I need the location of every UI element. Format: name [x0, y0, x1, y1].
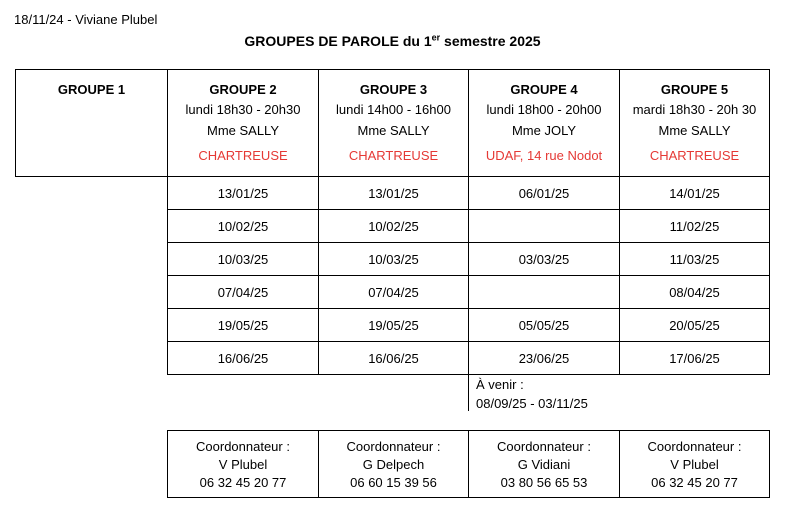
coordinator-name: G Delpech — [362, 457, 425, 472]
coordinator-label: Coordonnateur : — [196, 439, 290, 454]
date-cell: 10/02/25 — [318, 210, 468, 243]
group-header-3 — [318, 69, 468, 177]
coordinator-cell-2 — [167, 430, 318, 498]
date-cell: 05/05/25 — [468, 309, 619, 342]
upcoming-values: 08/09/25 - 03/11/25 — [476, 396, 588, 411]
date-cell: 14/01/25 — [619, 177, 770, 210]
date-cell: 10/03/25 — [318, 243, 468, 276]
coordinator-label: Coordonnateur : — [346, 439, 441, 454]
date-cell: 19/05/25 — [318, 309, 468, 342]
group-location: UDAF, 14 rue Nodot — [485, 148, 603, 163]
group-header-2 — [167, 69, 318, 177]
coordinator-phone: 06 32 45 20 77 — [199, 475, 287, 490]
group-location: CHARTREUSE — [348, 148, 439, 163]
group-leader: Mme SALLY — [658, 123, 731, 138]
group-time: lundi 18h00 - 20h00 — [486, 102, 602, 117]
group-name: GROUPE 1 — [57, 82, 126, 97]
coordinator-label: Coordonnateur : — [497, 439, 591, 454]
group-header-4 — [468, 69, 619, 177]
group-leader: Mme SALLY — [206, 123, 279, 138]
date-cell: 11/02/25 — [619, 210, 770, 243]
group-leader: Mme JOLY — [511, 123, 577, 138]
page-title: GROUPES DE PAROLE du 1er semestre 2025 — [244, 32, 541, 49]
upcoming-dates — [476, 375, 588, 413]
group-time: mardi 18h30 - 20h 30 — [632, 102, 757, 117]
date-cell: 10/03/25 — [167, 243, 318, 276]
coordinator-name: G Vidiani — [517, 457, 571, 472]
document-date-author: 18/11/24 - Viviane Plubel — [14, 12, 158, 27]
coordinator-cell-3 — [318, 430, 468, 498]
date-cell: 03/03/25 — [468, 243, 619, 276]
group-location: CHARTREUSE — [649, 148, 740, 163]
date-cell: 16/06/25 — [318, 342, 468, 375]
date-cell: 07/04/25 — [318, 276, 468, 309]
date-cell: 07/04/25 — [167, 276, 318, 309]
coordinator-label: Coordonnateur : — [647, 439, 742, 454]
date-cell — [468, 276, 619, 309]
date-cell: 19/05/25 — [167, 309, 318, 342]
upcoming-divider — [468, 373, 469, 411]
date-cell: 17/06/25 — [619, 342, 770, 375]
group-time: lundi 14h00 - 16h00 — [336, 102, 451, 117]
group-location: CHARTREUSE — [198, 148, 288, 163]
date-cell: 06/01/25 — [468, 177, 619, 210]
group-header-5 — [619, 69, 770, 177]
group-leader: Mme SALLY — [357, 123, 430, 138]
coordinator-cell-5 — [619, 430, 770, 498]
date-cell: 23/06/25 — [468, 342, 619, 375]
coordinator-phone: 03 80 56 65 53 — [500, 475, 588, 490]
date-cell: 16/06/25 — [167, 342, 318, 375]
group-name: GROUPE 5 — [660, 82, 729, 97]
date-cell: 20/05/25 — [619, 309, 770, 342]
date-cell: 13/01/25 — [318, 177, 468, 210]
date-cell: 13/01/25 — [167, 177, 318, 210]
coordinator-cell-4 — [468, 430, 619, 498]
coordinator-phone: 06 60 15 39 56 — [350, 475, 437, 490]
coordinator-name: V Plubel — [670, 457, 719, 472]
coordinator-name: V Plubel — [218, 457, 268, 472]
upcoming-label: À venir : — [476, 377, 524, 392]
group-name: GROUPE 3 — [359, 82, 428, 97]
date-cell: 10/02/25 — [167, 210, 318, 243]
date-cell — [468, 210, 619, 243]
date-cell: 11/03/25 — [619, 243, 770, 276]
coordinator-phone: 06 32 45 20 77 — [651, 475, 738, 490]
group-name: GROUPE 2 — [209, 82, 277, 97]
group-header-1 — [15, 69, 167, 177]
group-name: GROUPE 4 — [510, 82, 578, 97]
date-cell: 08/04/25 — [619, 276, 770, 309]
group-time: lundi 18h30 - 20h30 — [185, 102, 301, 117]
